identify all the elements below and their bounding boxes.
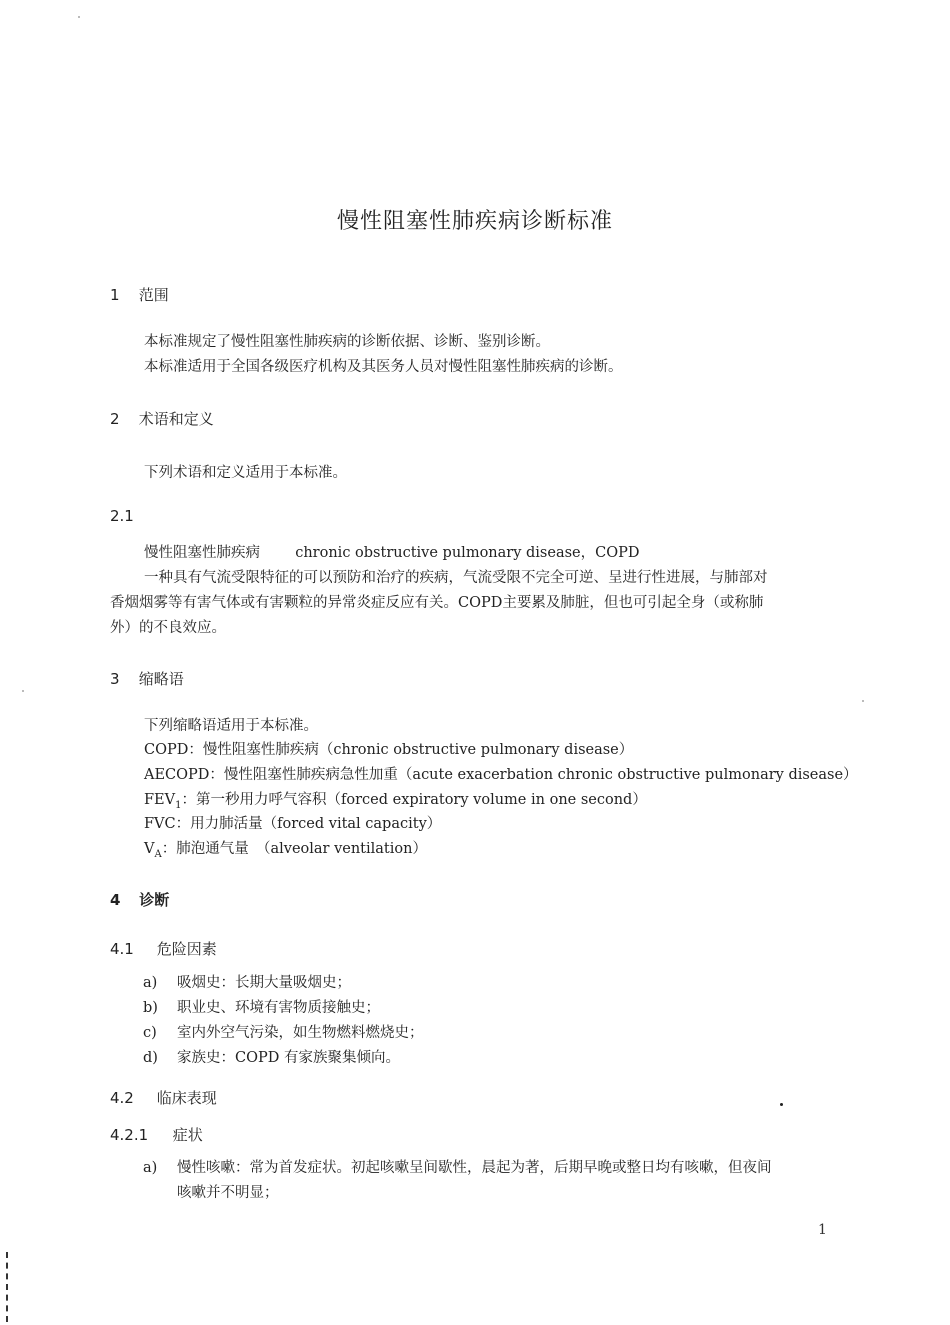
- section-number: 4.1: [110, 940, 134, 958]
- scan-speck: [78, 16, 80, 18]
- list-text: 吸烟史：长期大量吸烟史；: [177, 975, 351, 991]
- list-item: [143, 1156, 772, 1181]
- abbr: FEV: [144, 792, 176, 808]
- paragraph: 本标准适用于全国各级医疗机构及其医务人员对慢性阻塞性肺疾病的诊断。: [144, 359, 623, 375]
- section-number: 3: [110, 670, 120, 688]
- section-title: 范围: [138, 286, 169, 304]
- abbreviation-copd: COPD：慢性阻塞性肺疾病（chronic obstructive pulmonary disease）: [144, 742, 634, 758]
- definition-line: 外）的不良效应。: [110, 620, 226, 636]
- document-title: 慢性阻塞性肺疾病诊断标准: [336, 209, 613, 234]
- list-label: d): [143, 1050, 158, 1066]
- section-title: 危险因素: [156, 940, 217, 958]
- section-title: 术语和定义: [138, 410, 214, 428]
- list-item: [143, 996, 380, 1021]
- section-number: 2.1: [110, 507, 134, 525]
- section-1-heading: [110, 284, 169, 305]
- subsection-4-2-heading: [110, 1087, 217, 1108]
- section-title: 症状: [172, 1126, 203, 1144]
- abbr: V: [144, 841, 155, 857]
- scan-speck: [22, 690, 24, 692]
- subsection-4-2-1-heading: [110, 1124, 203, 1145]
- section-4-heading: [110, 889, 169, 910]
- definition-line: 香烟烟雾等有害气体或有害颗粒的异常炎症反应有关。COPD主要累及肺脏，但也可引起全身（或称肺: [110, 595, 764, 611]
- section-2-heading: [110, 408, 214, 429]
- abbr-subscript: 1: [175, 799, 182, 811]
- subsection-4-1-heading: [110, 938, 217, 959]
- section-number: 4.2: [110, 1089, 134, 1107]
- definition-line: 一种具有气流受限特征的可以预防和治疗的疾病，气流受限不完全可逆、呈进行性进展，与肺部对: [144, 570, 768, 586]
- scan-speck: [862, 700, 864, 702]
- section-title: 诊断: [139, 891, 170, 909]
- subsection-2-1-heading: [110, 507, 134, 525]
- list-item: [143, 1046, 400, 1071]
- list-text: 职业史、环境有害物质接触史；: [177, 1000, 380, 1016]
- scan-dot: [780, 1103, 783, 1106]
- scan-edge-mark: [6, 1252, 10, 1322]
- section-number: 2: [110, 410, 120, 428]
- term-line: [144, 541, 640, 566]
- list-text: 慢性咳嗽：常为首发症状。初起咳嗽呈间歇性，晨起为著，后期早晚或整日均有咳嗽，但夜间: [177, 1160, 772, 1176]
- paragraph: 下列缩略语适用于本标准。: [144, 718, 318, 734]
- list-text: 室内外空气污染，如生物燃料燃烧史；: [177, 1025, 424, 1041]
- section-3-heading: [110, 668, 184, 689]
- list-text: 家族史：COPD 有家族聚集倾向。: [177, 1050, 400, 1066]
- abbreviation-aecopd: AECOPD：慢性阻塞性肺疾病急性加重（acute exacerbation chronic obstructive pulmonary disease）: [144, 767, 858, 783]
- list-label: c): [143, 1025, 157, 1041]
- section-title: 临床表现: [156, 1089, 217, 1107]
- section-number: 4: [110, 891, 121, 909]
- section-title: 缩略语: [138, 670, 184, 688]
- paragraph: 下列术语和定义适用于本标准。: [144, 465, 347, 481]
- abbreviation-va: [144, 837, 427, 867]
- term-english: chronic obstructive pulmonary disease，COPD: [295, 545, 640, 561]
- abbreviation-fvc: FVC：用力肺活量（forced vital capacity）: [144, 816, 442, 832]
- page-number: 1: [818, 1222, 827, 1238]
- list-item: [143, 1021, 424, 1046]
- section-number: 4.2.1: [110, 1126, 149, 1144]
- list-text-continuation: 咳嗽并不明显；: [177, 1185, 279, 1201]
- section-number: 1: [110, 286, 120, 304]
- list-label: a): [143, 1160, 158, 1176]
- paragraph: 本标准规定了慢性阻塞性肺疾病的诊断依据、诊断、鉴别诊断。: [144, 334, 550, 350]
- abbr-subscript: A: [154, 848, 162, 860]
- term-chinese: 慢性阻塞性肺疾病: [144, 545, 260, 561]
- abbr-definition: ：第一秒用力呼气容积（forced expiratory volume in one second）: [181, 792, 647, 808]
- list-label: a): [143, 975, 158, 991]
- list-label: b): [143, 1000, 158, 1016]
- abbr-definition: ：肺泡通气量 （alveolar ventilation）: [161, 841, 427, 857]
- list-item: [143, 971, 351, 996]
